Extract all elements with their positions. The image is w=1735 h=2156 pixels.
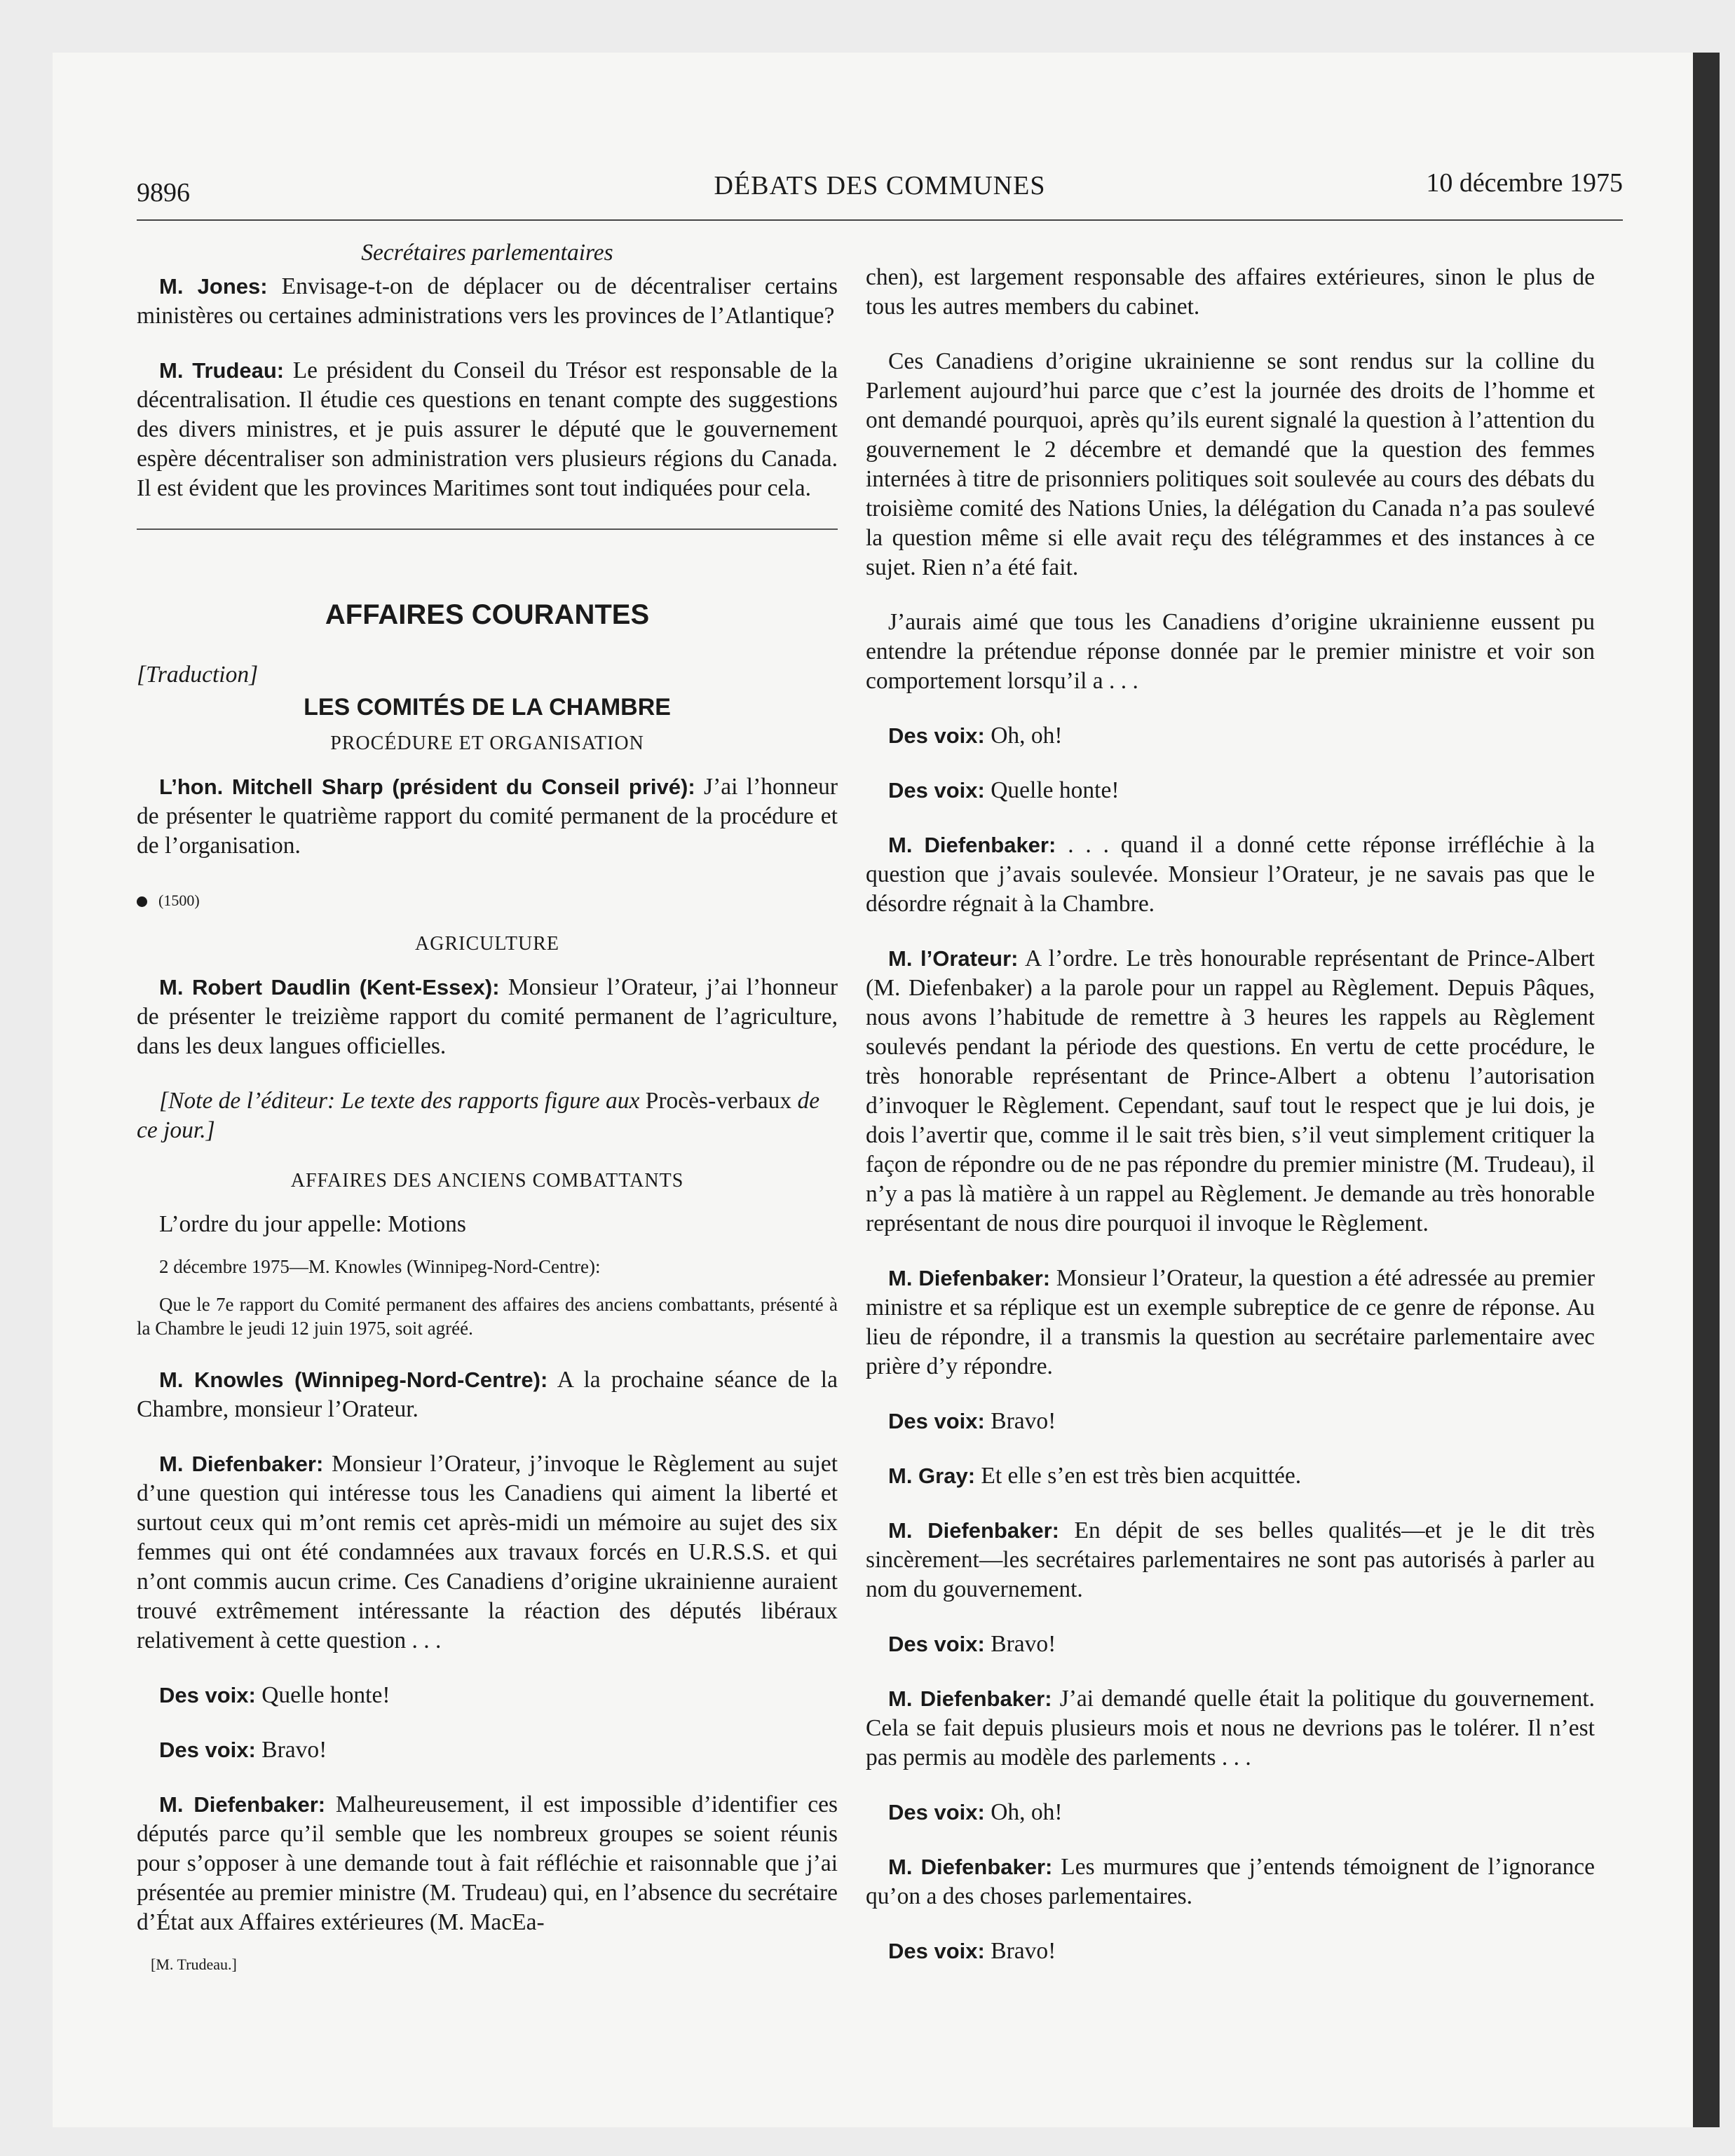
publication-title: DÉBATS DES COMMUNES bbox=[714, 171, 1046, 200]
publication-date: 10 décembre 1975 bbox=[1426, 168, 1623, 198]
speech-text: . . . quand il a donné cette réponse irréfléchie à la question que j’avais soulevée. Monsieur l’Orateur, je ne savais pas que le désordre régnait à la Chambre. bbox=[866, 832, 1595, 917]
paragraph: chen), est largement responsable des affaires extérieures, sinon le plus de tous les autres members du cabinet. bbox=[866, 264, 1595, 320]
speech-text: Oh, oh! bbox=[991, 723, 1063, 749]
speaker-name: Des voix: bbox=[888, 1939, 985, 1963]
speech-text: Monsieur l’Orateur, la question a été adressée au premier ministre et sa réplique est un exemple subreptice de ce genre de réponse. Au lieu de répondre, il a transmis la question au secrétaire parlementaire avec prière d’y répondre. bbox=[866, 1265, 1595, 1379]
speaker-name: Des voix: bbox=[888, 778, 985, 803]
translation-marker: [Traduction] bbox=[137, 662, 259, 688]
speech-text: Monsieur l’Orateur, j’invoque le Règlement au sujet d’une question qui intéresse tous les Canadiens qui aiment la liberté et surtout ceux qui m’ont remis cet après-midi un mémoire au sujet des six femmes qui ont été condamnées aux travaux forcés en U.R.S.S. et qui n’ont commis aucun crime. Ces Canadiens d’origine ukrainienne auraient trouvé extrêmement intéressante la réaction des députés libéraux relativement à cette question . . . bbox=[137, 1451, 838, 1653]
speaker-name: Des voix: bbox=[888, 1632, 985, 1656]
paragraph bbox=[137, 973, 838, 1061]
speaker-name: M. Knowles (Winnipeg-Nord-Centre): bbox=[159, 1367, 548, 1392]
speech-text: Malheureusement, il est impossible d’identifier ces députés parce qu’il semble que les nombreux groupes se soient réunis pour s’opposer à une demande tout à fait réfléchie et raisonnable que j’ai présentée au premier ministre (M. Trudeau) qui, en l’absence du secrétaire d’État aux Affaires extérieures (M. MacEa- bbox=[137, 1792, 838, 1935]
page-header bbox=[137, 168, 1623, 221]
small-heading: PROCÉDURE ET ORGANISATION bbox=[330, 732, 644, 754]
speech-text: Et elle s’en est très bien acquittée. bbox=[981, 1463, 1302, 1489]
paragraph bbox=[866, 1516, 1595, 1604]
paragraph bbox=[866, 1264, 1595, 1381]
paragraph bbox=[866, 721, 1595, 751]
paragraph bbox=[866, 1461, 1595, 1491]
time-label: (1500) bbox=[158, 892, 200, 909]
speaker-name: M. Trudeau: bbox=[159, 358, 285, 383]
note-text: [Note de l’éditeur: Le texte des rapports figure aux bbox=[159, 1088, 640, 1114]
paragraph bbox=[866, 1937, 1595, 1966]
speech-text: A la prochaine séance de la Chambre, monsieur l’Orateur. bbox=[137, 1367, 838, 1422]
paragraph bbox=[137, 356, 838, 503]
paragraph bbox=[137, 772, 838, 861]
speech-text: J’ai demandé quelle était la politique du gouvernement. Cela se fait depuis plusieurs mois et nous ne devrions pas le tolérer. Il n’est pas permis au modèle des parlements . . . bbox=[866, 1686, 1595, 1770]
speaker-name: M. Diefenbaker: bbox=[159, 1452, 324, 1476]
paragraph bbox=[137, 272, 838, 331]
motion-text: Que le 7e rapport du Comité permanent des affaires des anciens combattants, présenté à la Chambre le jeudi 12 juin 1975, soit agréé. bbox=[137, 1294, 838, 1339]
section-divider bbox=[137, 528, 838, 530]
paragraph bbox=[866, 776, 1595, 805]
small-heading: AGRICULTURE bbox=[415, 933, 559, 955]
speaker-name: Des voix: bbox=[159, 1683, 256, 1707]
speech-text: Les murmures que j’entends témoignent de l’ignorance qu’on a des choses parlementaires. bbox=[866, 1854, 1595, 1909]
speech-text: Bravo! bbox=[261, 1737, 327, 1763]
page-number: 9896 bbox=[137, 178, 190, 207]
speaker-name: M. Gray: bbox=[888, 1464, 976, 1488]
note-text: de ce jour.] bbox=[137, 1088, 820, 1143]
speech-text: J’ai l’honneur de présenter le quatrième rapport du comité permanent de la procédure et de l’organisation. bbox=[137, 774, 838, 859]
paragraph bbox=[137, 1681, 838, 1710]
motion-line: 2 décembre 1975—M. Knowles (Winnipeg-Nord-Centre): bbox=[159, 1256, 601, 1277]
paragraph bbox=[137, 1790, 838, 1937]
paragraph bbox=[866, 1798, 1595, 1827]
left-column bbox=[137, 238, 838, 1979]
speaker-name: M. Diefenbaker: bbox=[888, 1686, 1052, 1711]
speaker-name: M. Robert Daudlin (Kent-Essex): bbox=[159, 975, 500, 999]
speaker-name: Des voix: bbox=[888, 1409, 985, 1433]
page-footer: [M. Trudeau.] bbox=[151, 1956, 237, 1973]
speech-text: Bravo! bbox=[991, 1631, 1056, 1657]
speaker-name: Des voix: bbox=[888, 723, 985, 748]
speech-text: Bravo! bbox=[991, 1938, 1056, 1964]
speaker-name: M. Diefenbaker: bbox=[888, 1855, 1053, 1879]
speaker-name: L’hon. Mitchell Sharp (président du Conseil privé): bbox=[159, 775, 695, 799]
paragraph bbox=[866, 1630, 1595, 1659]
paragraph bbox=[866, 1407, 1595, 1436]
paragraph bbox=[137, 1735, 838, 1765]
paragraph: J’aurais aimé que tous les Canadiens d’origine ukrainienne eussent pu entendre la prétendue réponse donnée par le premier ministre et voir son comportement lorsqu’il a . . . bbox=[866, 609, 1595, 694]
speech-text: En dépit de ses belles qualités—et je le dit très sincèrement—les secrétaires parlementaires ne sont pas autorisés à parler au nom du gouvernement. bbox=[866, 1517, 1595, 1602]
speaker-name: Des voix: bbox=[159, 1738, 256, 1762]
speaker-name: M. l’Orateur: bbox=[888, 946, 1019, 971]
speaker-name: Des voix: bbox=[888, 1800, 985, 1824]
paragraph: Ces Canadiens d’origine ukrainienne se sont rendus sur la colline du Parlement aujourd’hui parce que c’est la journée des droits de l’homme et ont demandé pourquoi, après qu’ils eurent signalé la question à l’attention du gouvernement le 2 décembre et demandé que la question des femmes internées à titre de prisonniers politiques soit soulevée au cours des débats du troisième comité des Nations Unies, la délégation du Canada n’a pas soulevé la question même si elle avait reçu des télégrammes et des instances à ce sujet. Rien n’a été fait. bbox=[866, 348, 1595, 580]
paragraph bbox=[866, 944, 1595, 1239]
paragraph bbox=[137, 1365, 838, 1424]
speech-text: Bravo! bbox=[991, 1408, 1056, 1434]
order-of-day: L’ordre du jour appelle: Motions bbox=[159, 1211, 466, 1237]
paragraph bbox=[866, 831, 1595, 919]
speech-text: Oh, oh! bbox=[991, 1799, 1063, 1825]
speech-text: Quelle honte! bbox=[261, 1682, 390, 1708]
time-marker bbox=[137, 886, 838, 915]
paragraph bbox=[866, 1853, 1595, 1911]
section-heading: AFFAIRES COURANTES bbox=[325, 599, 650, 630]
small-heading: AFFAIRES DES ANCIENS COMBATTANTS bbox=[290, 1170, 684, 1192]
document-page bbox=[53, 53, 1696, 2127]
bullet-icon bbox=[137, 896, 147, 907]
paragraph bbox=[137, 1449, 838, 1656]
sub-heading: LES COMITÉS DE LA CHAMBRE bbox=[304, 694, 671, 721]
speaker-name: M. Diefenbaker: bbox=[888, 1266, 1051, 1290]
editor-note bbox=[137, 1086, 838, 1145]
speaker-name: M. Diefenbaker: bbox=[888, 833, 1056, 857]
speaker-name: M. Diefenbaker: bbox=[888, 1518, 1059, 1543]
speech-text: A l’ordre. Le très honourable représentant de Prince-Albert (M. Diefenbaker) a la parole pour un rappel au Règlement. Depuis Pâques, nous avons l’habitude de remettre à 3 heures les rappels au Règlement soulevés pendant la période des questions. En vertu de cette procédure, le très honorable représentant de Prince-Albert a obtenu l’autorisation d’invoquer le Règlement. Cependant, sauf tout le respect que je lui dois, je dois l’avertir que, comme il le sait très bien, s’il veut simplement critiquer la façon de répondre ou de ne pas répondre du premier ministre (M. Trudeau), il n’y a pas là matière à un rappel au Règlement. Je demande au très honorable représentant de nous dire pourquoi il invoque le Règlement. bbox=[866, 946, 1595, 1236]
speech-text: Monsieur l’Orateur, j’ai l’honneur de présenter le treizième rapport du comité permanent de l’agriculture, dans les deux langues officielles. bbox=[137, 974, 838, 1059]
speaker-name: M. Jones: bbox=[159, 274, 268, 299]
note-text: Procès-verbaux bbox=[645, 1088, 792, 1114]
section-title: Secrétaires parlementaires bbox=[361, 240, 613, 266]
speech-text: Quelle honte! bbox=[991, 777, 1120, 803]
scan-edge-bar bbox=[1693, 53, 1720, 2127]
speaker-name: M. Diefenbaker: bbox=[159, 1792, 326, 1817]
paragraph bbox=[866, 1684, 1595, 1773]
speech-text: Envisage-t-on de déplacer ou de décentraliser certains ministères ou certaines administrations vers les provinces de l’Atlantique? bbox=[137, 273, 838, 329]
right-column bbox=[866, 263, 1595, 1991]
speech-text: Le président du Conseil du Trésor est responsable de la décentralisation. Il étudie ces questions en tenant compte des suggestions des divers ministres, et je puis assurer le député que le gouvernement espère décentraliser son administration vers plusieurs régions du Canada. Il est évident que les provinces Maritimes sont tout indiquées pour cela. bbox=[137, 357, 838, 501]
